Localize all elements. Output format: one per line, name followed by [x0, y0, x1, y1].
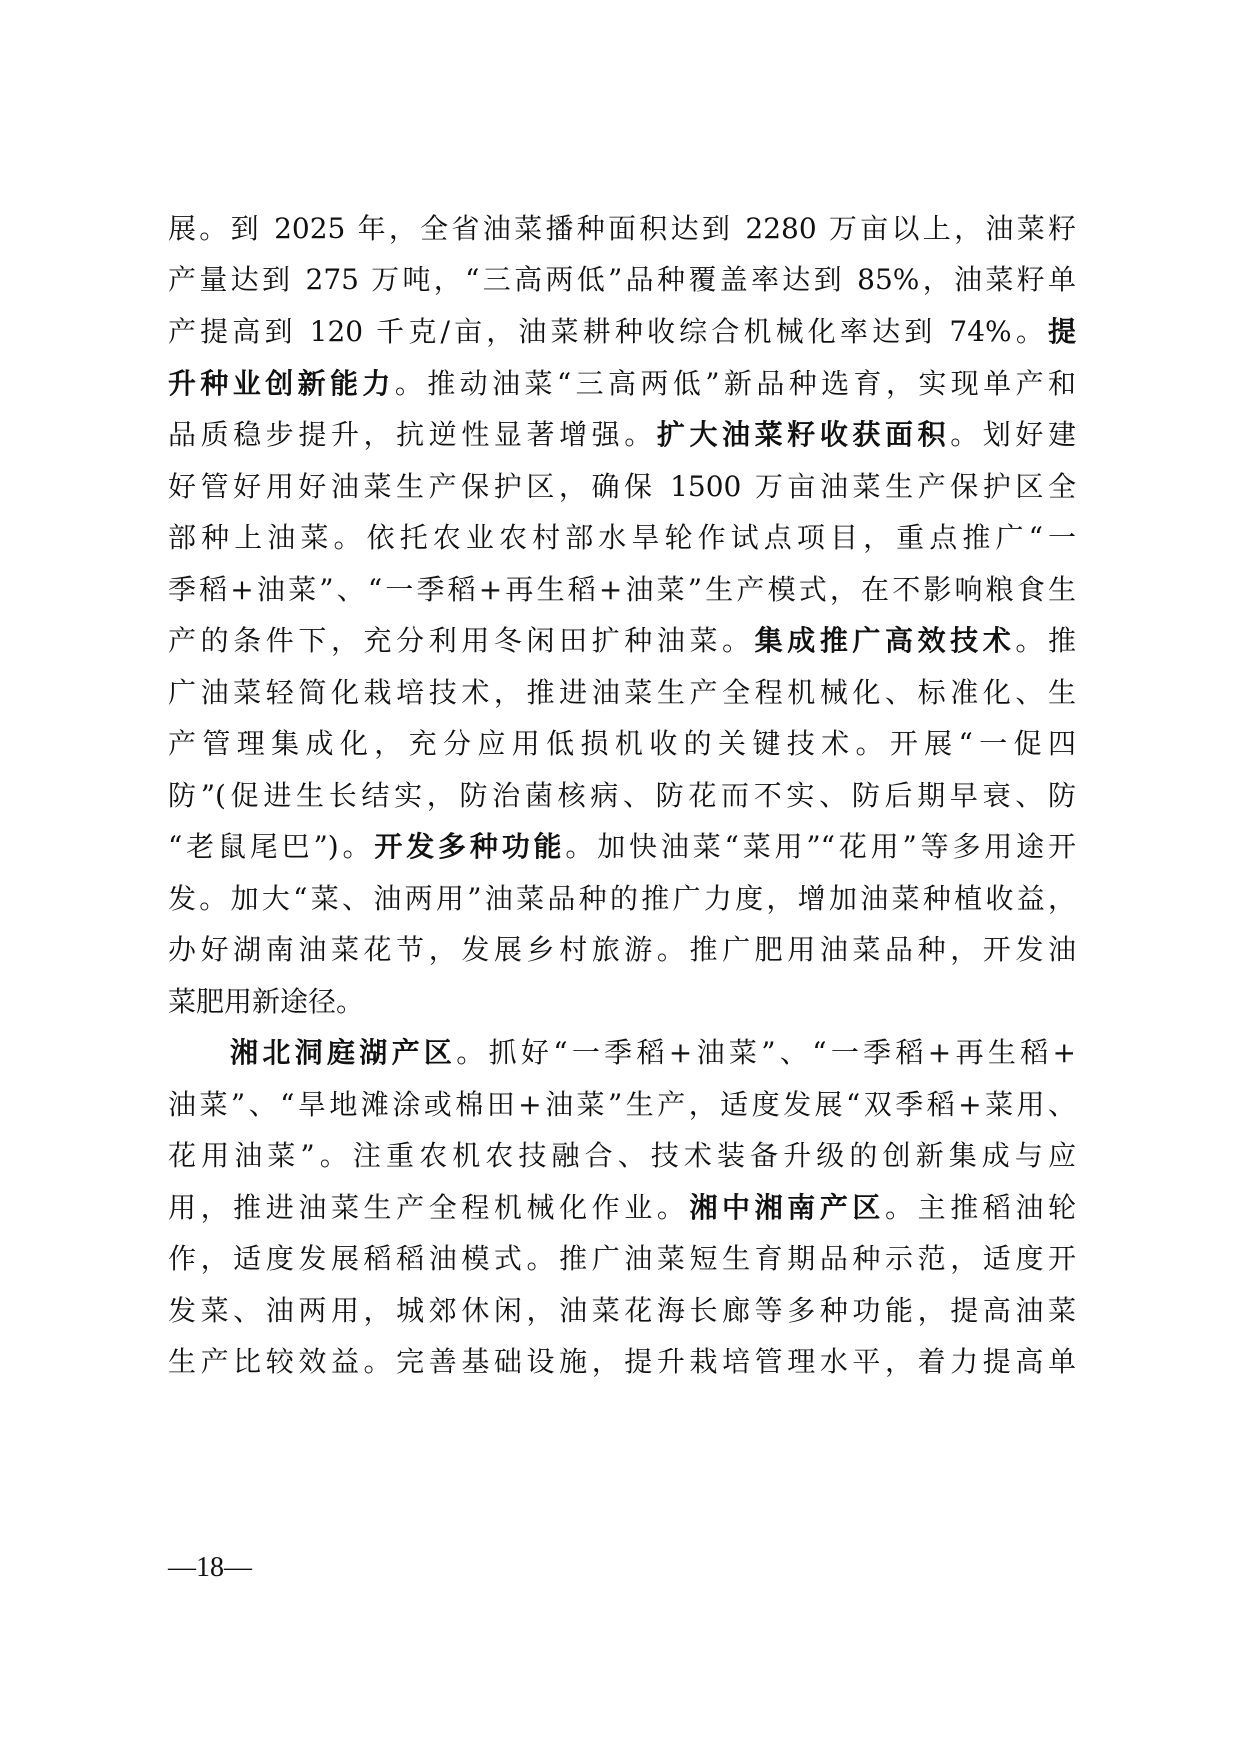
text-line: 发。加大“菜、油两用”油菜品种的推广力度，增加油菜种植收益， [168, 882, 1076, 915]
text-line: 产量达到 275 万吨，“三高两低”品种覆盖率达到 85%，油菜籽单 [168, 263, 1076, 296]
text-line: 发菜、油两用，城郊休闲，油菜花海长廊等多种功能，提高油菜 [168, 1294, 1076, 1327]
text-line: 产提高到 120 千克/亩，油菜耕种收综合机械化率达到 74%。提 [168, 315, 1076, 348]
text-line: 产管理集成化，充分应用低损机收的关键技术。开展“一促四 [168, 727, 1076, 760]
text-line: 展。到 2025 年，全省油菜播种面积达到 2280 万亩以上，油菜籽 [168, 212, 1076, 245]
text-line: 好管好用好油菜生产保护区，确保 1500 万亩油菜生产保护区全 [168, 470, 1076, 503]
text-line: 季稻+油菜”、“一季稻+再生稻+油菜”生产模式，在不影响粮食生 [168, 573, 1076, 606]
text-line: 升种业创新能力。推动油菜“三高两低”新品种选育，实现单产和 [168, 367, 1076, 400]
text-line: 湘北洞庭湖产区。抓好“一季稻+油菜”、“一季稻+再生稻+ [230, 1036, 1076, 1069]
text-line: 产的条件下，充分利用冬闲田扩种油菜。集成推广高效技术。推 [168, 624, 1076, 657]
text-line: 菜肥用新途径。 [168, 985, 365, 1018]
text-line: 品质稳步提升，抗逆性显著增强。扩大油菜籽收获面积。划好建 [168, 418, 1076, 451]
text-line: 用，推进油菜生产全程机械化作业。湘中湘南产区。主推稻油轮 [168, 1191, 1076, 1224]
page-number: —18— [168, 1552, 252, 1583]
text-line: 生产比较效益。完善基础设施，提升栽培管理水平，着力提高单 [168, 1345, 1076, 1378]
text-line: 防”(促进生长结实，防治菌核病、防花而不实、防后期早衰、防 [168, 779, 1076, 812]
text-line: “老鼠尾巴”)。开发多种功能。加快油菜“菜用”“花用”等多用途开 [168, 830, 1076, 863]
text-line: 办好湖南油菜花节，发展乡村旅游。推广肥用油菜品种，开发油 [168, 933, 1076, 966]
text-line: 油菜”、“旱地滩涂或棉田+油菜”生产，适度发展“双季稻+菜用、 [168, 1088, 1076, 1121]
text-line: 广油菜轻简化栽培技术，推进油菜生产全程机械化、标准化、生 [168, 676, 1076, 709]
text-line: 部种上油菜。依托农业农村部水旱轮作试点项目，重点推广“一 [168, 521, 1076, 554]
text-line: 作，适度发展稻稻油模式。推广油菜短生育期品种示范，适度开 [168, 1242, 1076, 1275]
text-line: 花用油菜”。注重农机农技融合、技术装备升级的创新集成与应 [168, 1139, 1076, 1172]
